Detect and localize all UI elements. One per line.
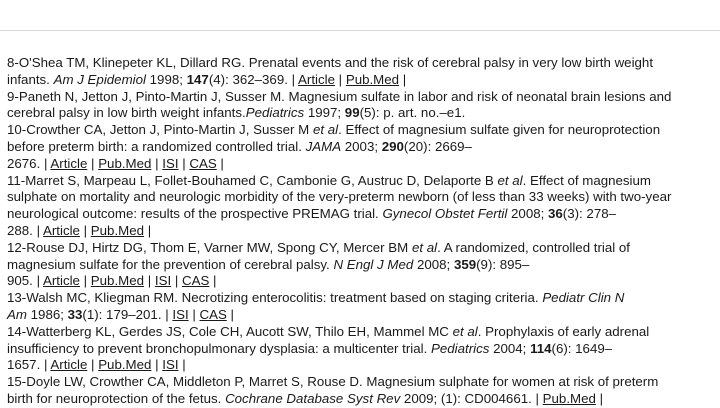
reference-link-cas[interactable]: CAS bbox=[181, 273, 210, 289]
reference-text: | bbox=[209, 273, 217, 289]
reference-text: 1657. | bbox=[7, 357, 51, 373]
reference-text: infants. bbox=[7, 71, 54, 87]
reference-text: | bbox=[334, 71, 346, 87]
reference-text: cerebral palsy in low birth weight infants. bbox=[7, 105, 246, 121]
reference-text: | bbox=[595, 390, 604, 406]
reference-line bbox=[7, 374, 719, 391]
reference-line bbox=[7, 290, 719, 307]
reference-text: | bbox=[216, 155, 224, 171]
reference-link-pubmed[interactable]: Pub.Med bbox=[90, 273, 145, 289]
reference-text: | bbox=[178, 155, 190, 171]
reference-text: | bbox=[188, 306, 200, 322]
reference-link-article[interactable]: Article bbox=[50, 155, 88, 171]
reference-text: 1986; bbox=[26, 306, 68, 322]
reference-text: 2008; bbox=[507, 206, 548, 222]
slide-top-area bbox=[0, 0, 720, 26]
reference-text: 2676. | bbox=[7, 155, 51, 171]
reference-text: | bbox=[226, 306, 234, 322]
et-al-text: et al bbox=[312, 122, 339, 138]
reference-text: | bbox=[178, 357, 186, 373]
reference-text: | bbox=[171, 273, 182, 289]
volume-number: 290 bbox=[381, 138, 404, 154]
journal-name: Gynecol Obstet Fertil bbox=[382, 206, 508, 222]
reference-text: (3): 278– bbox=[562, 206, 617, 222]
reference-text: 2004; bbox=[489, 340, 531, 356]
reference-link-pubmed[interactable]: Pub.Med bbox=[98, 155, 152, 171]
reference-text: (6): 1649– bbox=[551, 340, 613, 356]
reference-link-pubmed[interactable]: Pub.Med bbox=[98, 357, 152, 373]
reference-text: magnesium sulfate for the prevention of cerebral palsy. bbox=[7, 256, 334, 272]
reference-link-cas[interactable]: CAS bbox=[189, 155, 217, 171]
reference-text: (4): 362–369. | bbox=[208, 71, 299, 87]
reference-link-article[interactable]: Article bbox=[50, 357, 88, 373]
reference-text: | bbox=[144, 222, 152, 238]
reference-text: (1): 179–201. | bbox=[82, 306, 173, 322]
reference-text: 13-Walsh MC, Kliegman RM. Necrotizing enterocolitis: treatment based on staging criteria. bbox=[7, 290, 543, 306]
reference-line bbox=[7, 122, 719, 139]
reference-line bbox=[7, 391, 719, 408]
reference-link-article[interactable]: Article bbox=[298, 71, 335, 87]
reference-text: | bbox=[79, 273, 91, 289]
journal-name: Am bbox=[7, 306, 27, 322]
journal-name: Am J Epidemiol bbox=[53, 71, 146, 87]
reference-text: neurological outcome: results of the prospective PREMAG trial. bbox=[7, 206, 383, 222]
reference-text: 2009; (1): CD004661. | bbox=[400, 390, 543, 406]
reference-text: | bbox=[144, 273, 155, 289]
reference-link-isi[interactable]: ISI bbox=[172, 306, 189, 322]
reference-text: (20): 2669– bbox=[403, 138, 472, 154]
header-divider bbox=[0, 30, 720, 31]
reference-text: 14-Watterberg KL, Gerdes JS, Cole CH, Aucott SW, Thilo EH, Mammel MC bbox=[7, 323, 453, 339]
reference-text: insufficiency to prevent bronchopulmonary dysplasia: a multicenter trial. bbox=[7, 340, 431, 356]
reference-text: 15-Doyle LW, Crowther CA, Middleton P, Marret S, Rouse D. Magnesium sulphate for women at risk of preterm bbox=[7, 374, 659, 390]
reference-link-article[interactable]: Article bbox=[43, 273, 80, 289]
volume-number: 99 bbox=[344, 105, 360, 121]
reference-text: before preterm birth: a randomized controlled trial. bbox=[7, 138, 306, 154]
reference-line bbox=[7, 105, 719, 122]
reference-text: 2008; bbox=[413, 256, 454, 272]
reference-text: (5): p. art. no.–e1. bbox=[359, 105, 466, 121]
journal-name: JAMA bbox=[305, 138, 342, 154]
reference-text: (9): 895– bbox=[476, 256, 530, 272]
reference-line bbox=[7, 357, 719, 374]
reference-text: | bbox=[151, 155, 163, 171]
reference-line bbox=[7, 156, 719, 173]
reference-list bbox=[7, 55, 719, 408]
reference-text: 8-O'Shea TM, Klinepeter KL, Dillard RG. Prenatal events and the risk of cerebral palsy in very low birth weight bbox=[7, 55, 654, 70]
reference-link-article[interactable]: Article bbox=[43, 222, 80, 238]
reference-link-pubmed[interactable]: Pub.Med bbox=[542, 390, 596, 406]
reference-text: . Effect of magnesium sulfate given for neuroprotection bbox=[338, 122, 661, 138]
reference-text: . A randomized, controlled trial of bbox=[437, 239, 630, 255]
reference-link-isi[interactable]: ISI bbox=[154, 273, 172, 289]
volume-number: 36 bbox=[548, 206, 563, 222]
reference-link-pubmed[interactable]: Pub.Med bbox=[90, 222, 145, 238]
volume-number: 147 bbox=[186, 71, 209, 87]
reference-text: 2003; bbox=[341, 138, 382, 154]
reference-text: birth for neuroprotection of the fetus. bbox=[7, 390, 226, 406]
reference-text: 12-Rouse DJ, Hirtz DG, Thom E, Varner MW, Spong CY, Mercer BM bbox=[7, 239, 412, 255]
et-al-text: et al bbox=[411, 239, 438, 255]
reference-link-isi[interactable]: ISI bbox=[162, 155, 179, 171]
et-al-text: et al bbox=[497, 172, 523, 188]
reference-text: . Prophylaxis of early adrenal bbox=[477, 323, 650, 339]
reference-text: 1998; bbox=[145, 71, 187, 87]
reference-text: . Effect of magnesium bbox=[522, 172, 651, 188]
volume-number: 114 bbox=[530, 340, 552, 356]
reference-text: | bbox=[87, 357, 99, 373]
reference-link-pubmed[interactable]: Pub.Med bbox=[345, 71, 400, 87]
reference-line bbox=[7, 173, 719, 190]
reference-link-cas[interactable]: CAS bbox=[199, 306, 227, 322]
reference-line bbox=[7, 89, 719, 106]
reference-line bbox=[7, 206, 719, 223]
reference-text: | bbox=[399, 71, 407, 87]
reference-line bbox=[7, 324, 719, 341]
volume-number: 359 bbox=[453, 256, 477, 272]
reference-text: 1997; bbox=[304, 105, 345, 121]
reference-text: sulphate on mortality and neurologic morbidity of the very-preterm newborn (of less than 33 weeks) with two-year bbox=[7, 189, 672, 205]
reference-line bbox=[7, 55, 719, 72]
journal-name: Pediatr Clin N bbox=[542, 290, 625, 306]
journal-name: N Engl J Med bbox=[333, 256, 414, 272]
reference-link-isi[interactable]: ISI bbox=[162, 357, 179, 373]
volume-number: 33 bbox=[67, 306, 83, 322]
journal-name: Cochrane Database Syst Rev bbox=[225, 390, 401, 406]
reference-line bbox=[7, 72, 719, 89]
reference-text: 9-Paneth N, Jetton J, Pinto-Martin J, Susser M. Magnesium sulfate in labor and risk of neonatal brain lesions and bbox=[7, 88, 672, 104]
reference-line bbox=[7, 341, 719, 358]
reference-line bbox=[7, 307, 719, 324]
journal-name: Pediatrics bbox=[431, 340, 490, 356]
reference-line bbox=[7, 257, 719, 274]
reference-text: 10-Crowther CA, Jetton J, Pinto-Martin J, Susser M bbox=[7, 122, 313, 138]
reference-text: | bbox=[87, 155, 99, 171]
reference-line bbox=[7, 240, 719, 257]
reference-line bbox=[7, 223, 719, 240]
reference-text: 905. | bbox=[7, 273, 43, 289]
reference-text: | bbox=[151, 357, 163, 373]
reference-text: 11-Marret S, Marpeau L, Follet-Bouhamed C, Cambonie G, Austruc D, Delaporte B bbox=[7, 172, 498, 188]
reference-line bbox=[7, 189, 719, 206]
et-al-text: et al bbox=[452, 323, 478, 339]
reference-text: | bbox=[79, 222, 91, 238]
reference-text: 288. | bbox=[7, 222, 43, 238]
journal-name: Pediatrics bbox=[245, 105, 305, 121]
reference-line bbox=[7, 139, 719, 156]
reference-line bbox=[7, 273, 719, 290]
